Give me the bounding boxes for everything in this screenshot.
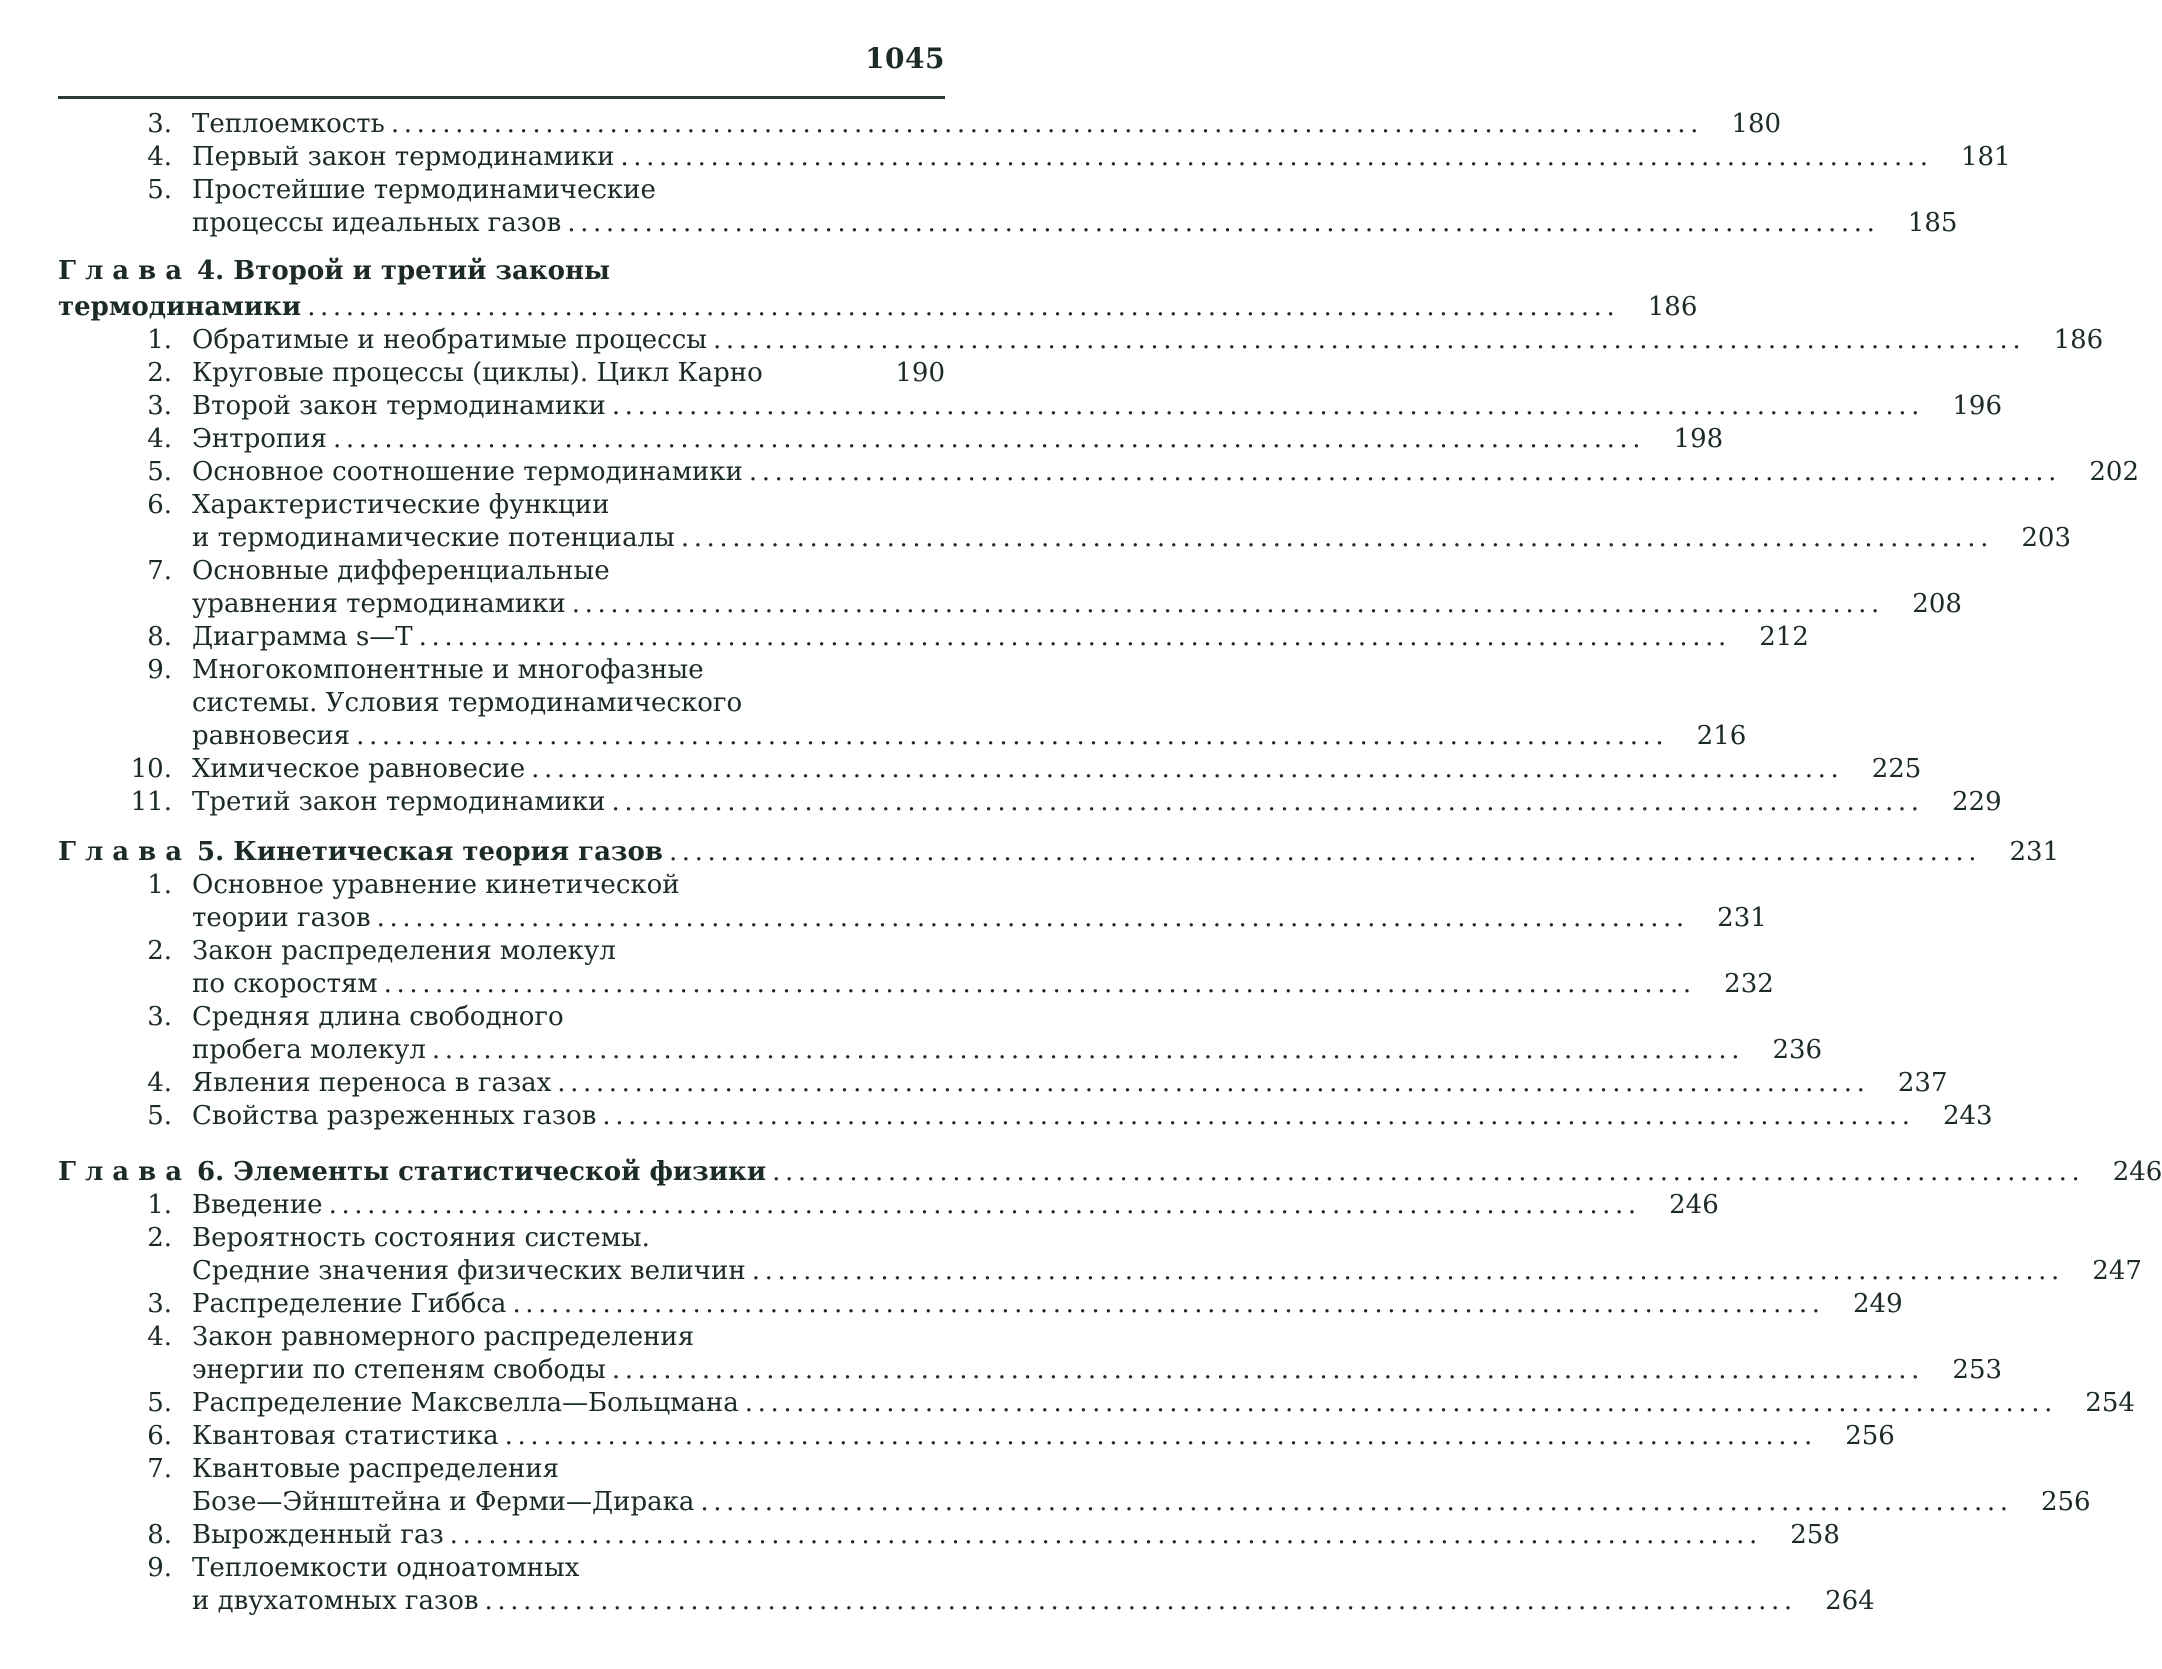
entry-title: уравнения термодинамики [192, 589, 566, 619]
dot-leader: ...................................................................................................... [383, 969, 1696, 999]
entry-title: Обратимые и необратимые процессы [192, 325, 707, 355]
toc-entry-continuation [58, 902, 1767, 935]
entry-title: и двухатомных газов [192, 1586, 479, 1616]
toc-entry [58, 1288, 1903, 1321]
entry-page: 186 [2053, 325, 2104, 355]
entry-title: процессы идеальных газов [192, 208, 562, 238]
toc-entry [58, 753, 1922, 786]
entry-number: 3. [147, 391, 172, 421]
dot-leader: ...................................................................................................... [418, 622, 1731, 652]
entry-number: 3. [147, 109, 172, 139]
chapter-heading-continuation [58, 288, 1698, 324]
entry-page: 264 [1825, 1586, 1875, 1616]
entry-title: Простейшие термодинамические [192, 175, 656, 205]
dot-leader: ...................................................................................................... [611, 1355, 1925, 1385]
toc-entry [58, 555, 945, 588]
entry-page: 202 [2089, 457, 2140, 487]
toc-entry [58, 1001, 945, 1034]
chapter-title: 4. Второй и третий законы [197, 256, 611, 286]
toc-entry-continuation [58, 207, 1958, 240]
entry-title: Закон распределения молекул [192, 936, 616, 966]
dot-leader: ...................................................................................................... [356, 721, 1669, 751]
entry-number: 6. [147, 1421, 172, 1451]
toc-entry [58, 141, 2011, 174]
entry-number: 8. [147, 622, 172, 652]
dot-leader: ...................................................................................................... [504, 1421, 1817, 1451]
entry-page: 231 [1717, 903, 1767, 933]
toc-entry [58, 621, 1809, 654]
entry-title: Квантовая статистика [192, 1421, 499, 1451]
entry-title: Средние значения физических величин [192, 1256, 746, 1286]
entry-page: 256 [2040, 1487, 2091, 1517]
entry-number: 2. [147, 358, 172, 388]
dot-leader: ...................................................................................................... [772, 1157, 2085, 1187]
entry-page: 185 [1907, 208, 1958, 238]
toc-entry-continuation [58, 1585, 1875, 1618]
toc-entry-continuation [58, 522, 2072, 555]
dot-leader: ...................................................................................................... [512, 1289, 1825, 1319]
entry-page: 196 [1952, 391, 2003, 421]
toc-entry-continuation [58, 1354, 2003, 1387]
dot-leader: ...................................................................................................... [390, 109, 1704, 139]
page-number: 1045 [865, 42, 945, 75]
entry-title: пробега молекул [192, 1035, 426, 1065]
entry-page: 225 [1871, 754, 1922, 784]
toc-entry-continuation [58, 968, 1774, 1001]
entry-title: теории газов [192, 903, 371, 933]
entry-page: 256 [1845, 1421, 1895, 1451]
dot-leader: ...................................................................................................... [744, 1388, 2057, 1418]
entry-title: Химическое равновесие [192, 754, 526, 784]
dot-leader: ...................................................................................................... [376, 903, 1689, 933]
toc-entry [58, 869, 945, 902]
dot-leader: ...................................................................................................... [571, 589, 1884, 619]
chapter-heading [58, 252, 945, 288]
toc-entry [58, 1100, 1993, 1133]
entry-title: Многокомпонентные и многофазные [192, 655, 704, 685]
toc-entry [58, 390, 2003, 423]
toc-entry [58, 423, 1724, 456]
entry-title: Основные дифференциальные [192, 556, 610, 586]
entry-number: 10. [130, 754, 172, 784]
dot-leader: ...................................................................................................... [611, 391, 1925, 421]
entry-page: 203 [2021, 523, 2072, 553]
entry-title: Второй закон термодинамики [192, 391, 606, 421]
entry-number: 3. [147, 1002, 172, 1032]
dot-leader: ...................................................................................................... [431, 1035, 1745, 1065]
toc-entry [58, 174, 945, 207]
entry-title: Закон равномерного распределения [192, 1322, 695, 1352]
chapter-title: термодинамики [58, 292, 302, 322]
dot-leader: ...................................................................................................... [668, 837, 1982, 867]
entry-number: 5. [147, 175, 172, 205]
entry-number: 4. [147, 424, 172, 454]
entry-page: 254 [2085, 1388, 2135, 1418]
toc-entry [58, 1067, 1948, 1100]
toc-entry [58, 324, 2104, 357]
entry-page: 253 [1952, 1355, 2003, 1385]
entry-title: системы. Условия термодинамического [192, 688, 743, 718]
dot-leader: ...................................................................................................... [484, 1586, 1797, 1616]
entry-title: Основное уравнение кинетической [192, 870, 680, 900]
entry-title: Третий закон термодинамики [192, 787, 606, 817]
entry-title: Теплоемкости одноатомных [192, 1553, 580, 1583]
entry-title: Свойства разреженных газов [192, 1101, 597, 1131]
entry-title: Распределение Максвелла—Больцмана [192, 1388, 739, 1418]
entry-title: Средняя длина свободного [192, 1002, 564, 1032]
entry-title: Распределение Гиббса [192, 1289, 507, 1319]
entry-number: 9. [147, 655, 172, 685]
dot-leader: ...................................................................................................... [328, 1190, 1641, 1220]
entry-number: 3. [147, 1289, 172, 1319]
entry-title: Диаграмма s—T [192, 622, 413, 652]
entry-number: 2. [147, 1223, 172, 1253]
toc-entry [58, 786, 2002, 819]
dot-leader: ...................................................................................................... [611, 787, 1924, 817]
entry-title: Вырожденный газ [192, 1520, 444, 1550]
dot-leader: ...................................................................................................... [713, 325, 2026, 355]
entry-number: 8. [147, 1520, 172, 1550]
entry-number: 4. [147, 142, 172, 172]
chapter-label: Глава [58, 837, 192, 867]
entry-title: и термодинамические потенциалы [192, 523, 675, 553]
entry-page: 243 [1942, 1101, 1993, 1131]
entry-page: 258 [1790, 1520, 1840, 1550]
table-of-contents [58, 108, 2162, 1618]
toc-entry-continuation [58, 687, 945, 720]
dot-leader: ...................................................................................................... [751, 1256, 2064, 1286]
entry-page: 246 [1669, 1190, 1719, 1220]
chapter-heading [58, 1145, 2162, 1189]
entry-title: по скоростям [192, 969, 378, 999]
entry-page: 181 [1960, 142, 2011, 172]
dot-leader: ...................................................................................................... [531, 754, 1844, 784]
dot-leader: ...................................................................................................... [602, 1101, 1915, 1131]
entry-title: Характеристические функции [192, 490, 610, 520]
entry-number: 1. [147, 870, 172, 900]
toc-entry [58, 1552, 945, 1585]
chapter-label: Глава [58, 256, 192, 286]
toc-entry [58, 1222, 945, 1255]
entry-title: Основное соотношение термодинамики [192, 457, 743, 487]
entry-number: 1. [147, 1190, 172, 1220]
chapter-heading [58, 831, 2060, 869]
chapter-page: 246 [2112, 1157, 2162, 1187]
entry-title: Квантовые распределения [192, 1454, 560, 1484]
entry-title: равновесия [192, 721, 351, 751]
entry-page: 229 [1952, 787, 2002, 817]
toc-entry [58, 1189, 1719, 1222]
entry-page: 216 [1696, 721, 1747, 751]
entry-title: Энтропия [192, 424, 327, 454]
entry-title: Круговые процессы (циклы). Цикл Карно [192, 358, 763, 388]
toc-entry-continuation [58, 1034, 1823, 1067]
entry-title: Введение [192, 1190, 323, 1220]
dot-leader: ...................................................................................................... [680, 523, 1994, 553]
entry-number: 5. [147, 457, 172, 487]
toc-entry-continuation [58, 720, 1747, 753]
entry-title: Бозе—Эйнштейна и Ферми—Дирака [192, 1487, 695, 1517]
toc-entry [58, 1387, 2135, 1420]
entry-number: 1. [147, 325, 172, 355]
chapter-page: 186 [1647, 292, 1698, 322]
chapter-label: Глава [58, 1157, 192, 1187]
entry-number: 2. [147, 936, 172, 966]
entry-title: энергии по степеням свободы [192, 1355, 606, 1385]
entry-page: 236 [1772, 1035, 1823, 1065]
entry-number: 5. [147, 1388, 172, 1418]
toc-entry [58, 456, 2140, 489]
dot-leader: ...................................................................................................... [449, 1520, 1762, 1550]
entry-number: 7. [147, 556, 172, 586]
entry-number: 6. [147, 490, 172, 520]
toc-entry [58, 935, 945, 968]
toc-entry-continuation [58, 1486, 2091, 1519]
dot-leader: ...................................................................................................... [567, 208, 1880, 238]
entry-page: 180 [1731, 109, 1782, 139]
entry-page: 212 [1759, 622, 1809, 652]
entry-page: 190 [895, 358, 945, 388]
entry-page: 247 [2092, 1256, 2142, 1286]
toc-entry [58, 1420, 1895, 1453]
entry-title: Теплоемкость [192, 109, 385, 139]
entry-number: 9. [147, 1553, 172, 1583]
toc-entry [58, 1321, 945, 1354]
toc-entry-continuation [58, 1255, 2142, 1288]
entry-page: 237 [1897, 1068, 1948, 1098]
entry-title: Вероятность состояния системы. [192, 1223, 650, 1253]
toc-entry [58, 654, 945, 687]
toc-entry [58, 489, 945, 522]
entry-number: 5. [147, 1101, 172, 1131]
toc-entry-continuation [58, 588, 1962, 621]
chapter-page: 231 [2009, 837, 2060, 867]
dot-leader: ...................................................................................................... [748, 457, 2062, 487]
entry-page: 232 [1724, 969, 1774, 999]
dot-leader: ...................................................................................................... [700, 1487, 2013, 1517]
dot-leader: ...................................................................................................... [557, 1068, 1870, 1098]
toc-entry [58, 1519, 1840, 1552]
entry-number: 11. [130, 787, 172, 817]
entry-number: 4. [147, 1068, 172, 1098]
entry-number: 4. [147, 1322, 172, 1352]
entry-title: Явления переноса в газах [192, 1068, 552, 1098]
toc-entry [58, 108, 1782, 141]
header-rule [58, 96, 945, 99]
entry-title: Первый закон термодинамики [192, 142, 615, 172]
entry-number: 7. [147, 1454, 172, 1484]
dot-leader: ...................................................................................................... [620, 142, 1933, 172]
dot-leader: ...................................................................................................... [332, 424, 1646, 454]
chapter-title: 6. Элементы статистической физики [197, 1157, 767, 1187]
dot-leader: ...................................................................................................... [307, 292, 1620, 322]
chapter-title: 5. Кинетическая теория газов [197, 837, 663, 867]
entry-page: 198 [1673, 424, 1724, 454]
toc-entry [58, 1453, 945, 1486]
entry-page: 208 [1912, 589, 1962, 619]
entry-page: 249 [1853, 1289, 1903, 1319]
toc-entry [58, 357, 945, 390]
